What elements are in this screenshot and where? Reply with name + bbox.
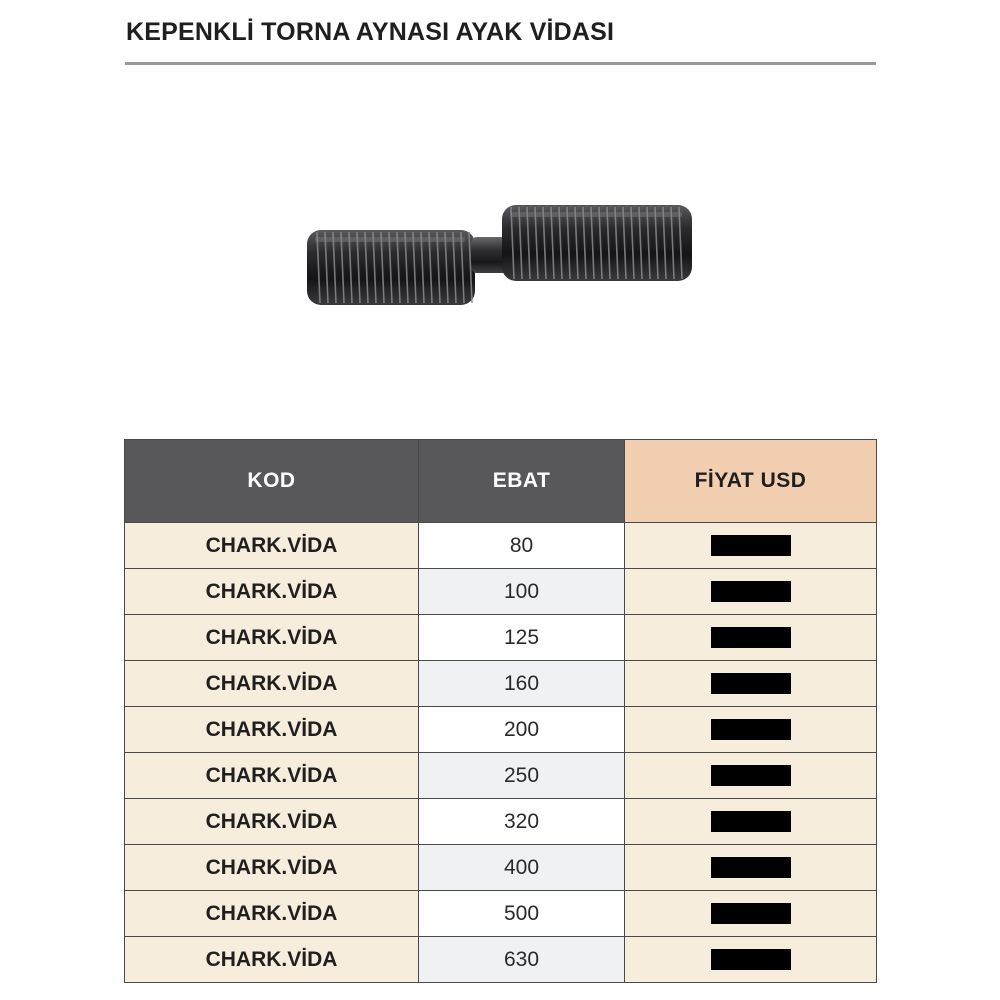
table-header-row bbox=[125, 440, 877, 523]
cell-fiyat-usd bbox=[625, 523, 877, 569]
cell-fiyat-usd bbox=[625, 753, 877, 799]
cell-kod: CHARK.VİDA bbox=[125, 661, 419, 707]
redacted-price-block bbox=[711, 811, 791, 832]
cell-fiyat-usd bbox=[625, 799, 877, 845]
cell-kod: CHARK.VİDA bbox=[125, 753, 419, 799]
redacted-price-block bbox=[711, 673, 791, 694]
cell-kod: CHARK.VİDA bbox=[125, 523, 419, 569]
cell-ebat: 200 bbox=[419, 707, 625, 753]
threaded-screw-image bbox=[295, 185, 705, 325]
price-table bbox=[124, 439, 877, 983]
cell-fiyat-usd bbox=[625, 891, 877, 937]
page-title: KEPENKLİ TORNA AYNASI AYAK VİDASI bbox=[126, 18, 615, 46]
table-row bbox=[125, 845, 877, 891]
redacted-price-block bbox=[711, 719, 791, 740]
table-row bbox=[125, 799, 877, 845]
cell-ebat: 630 bbox=[419, 937, 625, 983]
cell-ebat: 125 bbox=[419, 615, 625, 661]
redacted-price-block bbox=[711, 903, 791, 924]
cell-kod: CHARK.VİDA bbox=[125, 845, 419, 891]
cell-fiyat-usd bbox=[625, 615, 877, 661]
redacted-price-block bbox=[711, 949, 791, 970]
cell-kod: CHARK.VİDA bbox=[125, 707, 419, 753]
cell-kod: CHARK.VİDA bbox=[125, 891, 419, 937]
cell-fiyat-usd bbox=[625, 937, 877, 983]
redacted-price-block bbox=[711, 627, 791, 648]
redacted-price-block bbox=[711, 535, 791, 556]
cell-fiyat-usd bbox=[625, 845, 877, 891]
cell-fiyat-usd bbox=[625, 661, 877, 707]
cell-ebat: 500 bbox=[419, 891, 625, 937]
table-row bbox=[125, 707, 877, 753]
cell-ebat: 100 bbox=[419, 569, 625, 615]
redacted-price-block bbox=[711, 765, 791, 786]
cell-fiyat-usd bbox=[625, 569, 877, 615]
table-row bbox=[125, 569, 877, 615]
cell-ebat: 320 bbox=[419, 799, 625, 845]
header-kod: KOD bbox=[125, 440, 419, 523]
cell-ebat: 160 bbox=[419, 661, 625, 707]
title-divider bbox=[125, 62, 876, 65]
cell-kod: CHARK.VİDA bbox=[125, 615, 419, 661]
redacted-price-block bbox=[711, 581, 791, 602]
table-row bbox=[125, 523, 877, 569]
cell-ebat: 400 bbox=[419, 845, 625, 891]
table-row bbox=[125, 891, 877, 937]
cell-fiyat-usd bbox=[625, 707, 877, 753]
cell-kod: CHARK.VİDA bbox=[125, 799, 419, 845]
cell-ebat: 250 bbox=[419, 753, 625, 799]
table-row bbox=[125, 615, 877, 661]
cell-kod: CHARK.VİDA bbox=[125, 569, 419, 615]
header-ebat: EBAT bbox=[419, 440, 625, 523]
header-fiyat-usd: FİYAT USD bbox=[625, 440, 877, 523]
cell-ebat: 80 bbox=[419, 523, 625, 569]
redacted-price-block bbox=[711, 857, 791, 878]
table-row bbox=[125, 937, 877, 983]
table-row bbox=[125, 661, 877, 707]
table-row bbox=[125, 753, 877, 799]
cell-kod: CHARK.VİDA bbox=[125, 937, 419, 983]
